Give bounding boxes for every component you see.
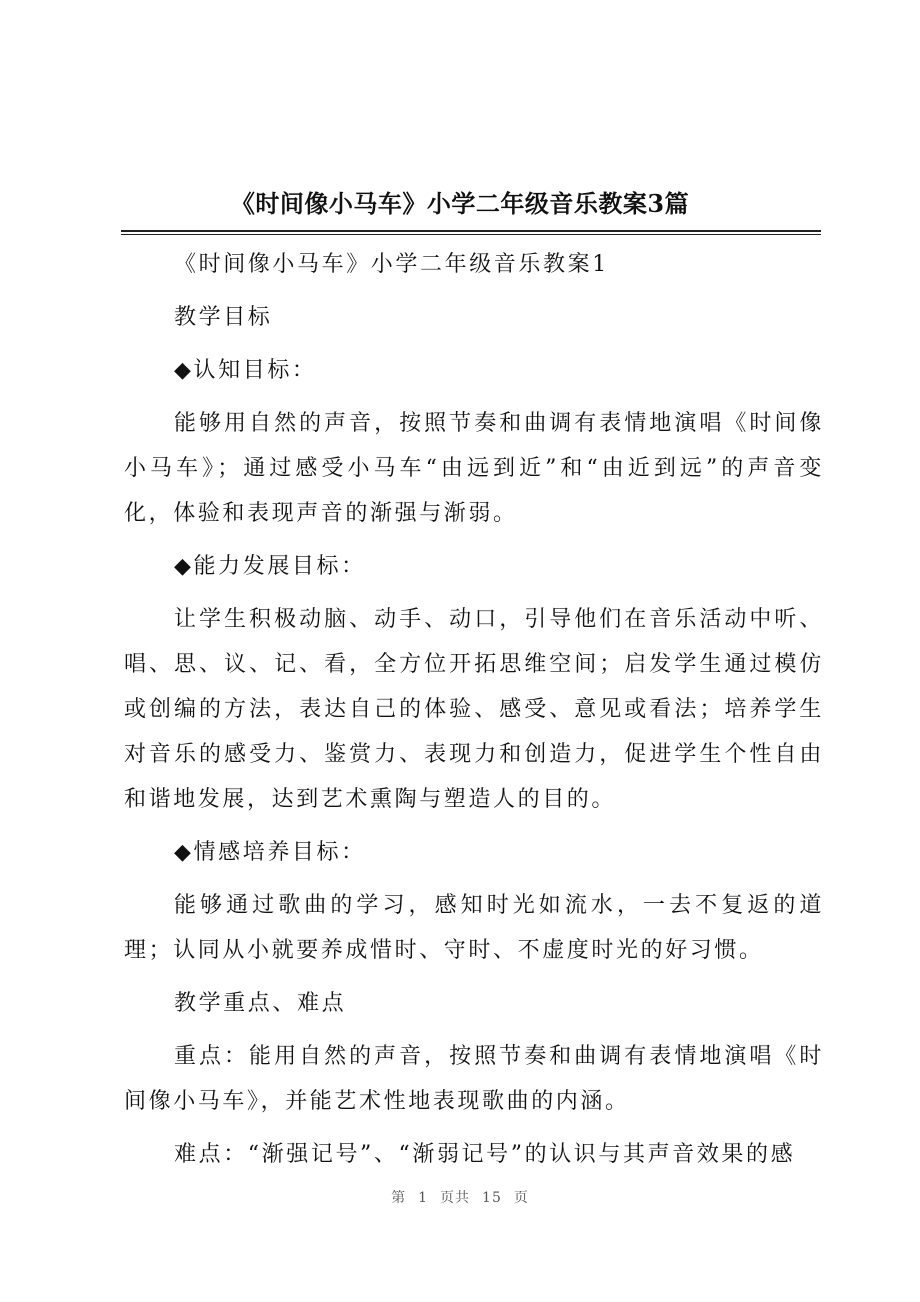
section-heading: 教学目标: [174, 305, 273, 330]
paragraph: 能够通过歌曲的学习，感知时光如流水，一去不复返的道理；认同从小就要养成惜时、守时、不虚度时光的好习惯。: [124, 893, 824, 963]
document-title: 《时间像小马车》小学二年级音乐教案3篇: [230, 189, 690, 218]
paragraph: 难点：“渐强记号”、“渐弱记号”的认识与其声音效果的感: [174, 1142, 796, 1167]
footer-total-pages: 15: [482, 1190, 502, 1206]
title-rule-thin: [121, 234, 821, 235]
footer-prefix: 第: [391, 1190, 407, 1206]
footer-suffix: 页: [513, 1190, 529, 1206]
subheading: ◆情感培养目标：: [174, 840, 366, 865]
document-body: [124, 242, 824, 1185]
paragraph: 能够用自然的声音，按照节奏和曲调有表情地演唱《时间像小马车》；通过感受小马车“由远到近”和“由近到远”的声音变化，体验和表现声音的渐强与渐弱。: [124, 411, 824, 526]
page-footer: [0, 1186, 920, 1210]
section-heading: 教学重点、难点: [174, 991, 347, 1016]
title-rule-thick: [121, 230, 821, 232]
footer-page-number: 1: [418, 1190, 429, 1206]
subheading: ◆能力发展目标：: [174, 554, 366, 579]
section-heading: 《时间像小马车》小学二年级音乐教案1: [174, 252, 609, 277]
footer-middle: 页共: [440, 1190, 471, 1206]
paragraph: 让学生积极动脑、动手、动口，引导他们在音乐活动中听、唱、思、议、记、看，全方位开拓思维空间；启发学生通过模仿或创编的方法，表达自己的体验、感受、意见或看法；培养学生对音乐的感受力、鉴赏力、表现力和创造力，促进学生个性自由和谐地发展，达到艺术熏陶与塑造人的目的。: [124, 607, 824, 812]
paragraph: 重点：能用自然的声音，按照节奏和曲调有表情地演唱《时间像小马车》，并能艺术性地表现歌曲的内涵。: [124, 1044, 824, 1114]
subheading: ◆认知目标：: [174, 358, 317, 383]
